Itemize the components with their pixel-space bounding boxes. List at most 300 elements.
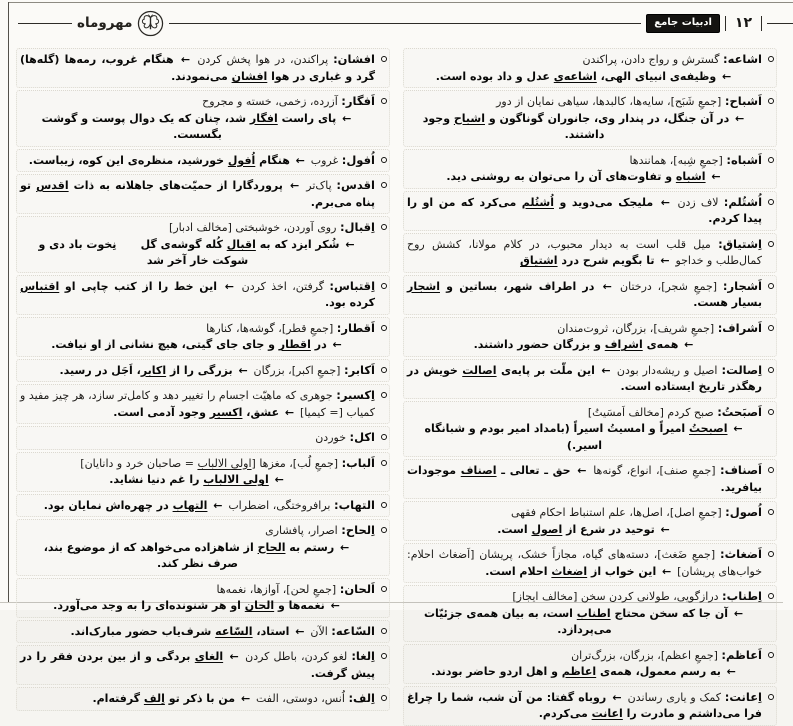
entry-body [512, 590, 762, 603]
glossary-entry [403, 459, 777, 499]
highlighted-word: افشان [231, 69, 268, 83]
glossary-entry [16, 90, 390, 147]
entry-bullet-icon [768, 509, 774, 515]
text-run: ، اَجَل در رسید. [59, 363, 141, 377]
entry-term: اَصبَحتُ: [717, 404, 762, 419]
entry-example [407, 337, 762, 354]
publisher-name: مهروماه [77, 15, 133, 31]
glossary-entry [16, 384, 390, 424]
glossary-entry [16, 275, 390, 315]
entry-definition [628, 691, 721, 704]
example-arrow-icon: ← [680, 338, 694, 351]
entry-bullet-icon [768, 98, 774, 104]
entry-body [92, 692, 375, 705]
glossary-entry [16, 48, 390, 88]
text-run: پروردگارا از حمیّت‌های جاهلانه به ذات [68, 179, 283, 192]
entry-body [407, 548, 762, 578]
text-run: صبح کردم [مخالف اَمسَیتُ] [587, 405, 714, 419]
text-run: می‌نمودند. [171, 69, 232, 83]
entry-body [20, 179, 375, 209]
entry-body [407, 464, 762, 494]
entry-bullet-icon [381, 182, 387, 188]
entry-bullet-icon [381, 653, 387, 659]
highlighted-word: اشتیاق [520, 254, 558, 267]
entry-body [217, 583, 375, 596]
entry-body [202, 95, 375, 108]
text-run: پراکندن، در هوا پخش کردن [197, 53, 329, 66]
text-run: وظیفه‌ی انبیای الهی، [596, 69, 717, 83]
glossary-entry [403, 191, 777, 231]
entry-body [582, 53, 762, 66]
text-run: در آن جنگل، در پندار وی، جانوران گوناگون و [485, 111, 730, 125]
entry-term: اَشباح: [724, 94, 762, 108]
text-run: می‌کرد که من او را پیدا کردم. [407, 195, 762, 225]
glossary-entry [403, 48, 777, 88]
entry-body [169, 221, 375, 234]
entry-definition [197, 53, 328, 66]
text-run: هنگام [255, 153, 290, 167]
example-arrow-icon: ← [175, 53, 196, 66]
highlighted-word: اشجار [407, 279, 440, 293]
glossary-entry [16, 452, 390, 492]
header-tick [761, 16, 762, 31]
text-run: اُنس، دوستی، الفت [256, 692, 345, 705]
highlighted-word: اصالت [462, 363, 497, 377]
entry-bullet-icon [381, 586, 387, 592]
glossary-entry [16, 174, 390, 214]
highlighted-word: اطناب [576, 606, 611, 620]
text-run: لغو کردن، باطل کردن [245, 650, 348, 663]
highlighted-word: اِلف [143, 692, 165, 705]
example-arrow-icon: ← [270, 473, 284, 486]
entry-term: اَصناف: [719, 463, 762, 477]
entry-body [571, 649, 762, 662]
page-frame-top-rule [8, 2, 793, 3]
entry-term: اَعاظم: [721, 647, 762, 662]
entry-body [265, 524, 375, 537]
text-run: توحید در شرع از [562, 522, 655, 536]
entry-body [80, 457, 375, 470]
entry-term: اَقطار: [336, 320, 375, 335]
entry-term: اَشراف: [717, 320, 762, 335]
entry-body [70, 625, 375, 638]
entry-body [496, 95, 762, 108]
text-run: است، به بیان همه‌ی جزئیّات می‌پردازد. [423, 606, 612, 636]
example-arrow-icon: ← [338, 111, 352, 125]
entry-term: اِقتباس: [329, 278, 376, 293]
entry-definition [202, 95, 338, 108]
entry-bullet-icon [381, 434, 387, 440]
entry-bullet-icon [768, 199, 774, 205]
entry-term: اشاعه: [723, 52, 762, 66]
text-run: شُکر ایزد که به [255, 237, 340, 251]
example-arrow-icon: ← [284, 179, 305, 192]
text-run: اصرار، پافشاری [265, 524, 338, 537]
entry-definition [242, 280, 324, 293]
glossary-entry [403, 401, 777, 458]
text-run: این خواب از [587, 564, 657, 578]
entry-bullet-icon [768, 409, 774, 415]
entry-term: اَلحان: [339, 581, 375, 596]
entry-example [20, 111, 375, 144]
highlighted-word: التهاب [172, 498, 208, 512]
header-rule-left [18, 23, 72, 24]
text-run: هنگام غروب، رمه‌ها (گله‌ها) گرد و غباری در هوا [20, 53, 375, 83]
entry-body [557, 322, 762, 335]
text-run: تا بگویم شرح درد [557, 254, 655, 267]
example-arrow-icon: ← [656, 522, 670, 536]
entry-bullet-icon [381, 98, 387, 104]
text-run: به رسم معمول، همه‌ی [596, 665, 721, 678]
entry-bullet-icon [381, 392, 387, 398]
highlighted-word: اکابر [140, 363, 167, 377]
text-run: الآن [310, 624, 328, 638]
entry-example [113, 406, 300, 419]
example-arrow-icon: ← [731, 111, 745, 125]
example-arrow-icon: ← [225, 650, 244, 663]
text-run: این ملّت بر پایه‌ی [496, 363, 595, 377]
glossary-entry [16, 519, 390, 576]
text-run: [جمعِ لحن]، آوازها، نغمه‌ها [216, 582, 337, 596]
text-run: عدل و داد بوده است. [435, 69, 554, 83]
example-arrow-icon: ← [341, 237, 355, 251]
text-run: من با ذکر تو [164, 692, 236, 705]
highlighted-word: اقتباس [20, 279, 60, 293]
entry-term: اِکسیر: [336, 388, 375, 402]
text-run: خویش در رهگذر تاریخ ایستاده است. [407, 363, 762, 393]
entry-definition [311, 154, 339, 167]
entry-example [20, 598, 375, 615]
text-run: خوردن [315, 431, 346, 444]
entry-bullet-icon [768, 367, 774, 373]
glossary-entry [16, 216, 390, 273]
entry-term: اکل: [349, 430, 375, 444]
entry-bullet-icon [768, 652, 774, 658]
entry-example [407, 111, 762, 144]
text-run: بسیار هست. [693, 296, 762, 309]
text-run: خورشید، منظره‌ی این کوه، زیباست. [28, 153, 228, 167]
glossary-entry [16, 149, 390, 173]
example-arrow-icon: ← [707, 170, 721, 183]
example-arrow-icon: ← [655, 195, 676, 209]
book-title-badge: ادبیات جامع [646, 14, 720, 33]
entry-term: اَضغاث: [719, 547, 762, 561]
entry-example [520, 254, 675, 267]
text-run: کُله گوشه‌ی گل نِخوت باد دی و شوکت خار آخر شد [38, 237, 249, 267]
highlighted-word: اعاظم [561, 665, 597, 678]
highlighted-word: الحاح [257, 540, 286, 554]
entry-term: اَلباب: [341, 455, 375, 470]
entry-bullet-icon [381, 502, 387, 508]
text-run: و جای جای گیتی، هیچ نشانی از او نیافت. [51, 338, 279, 351]
entry-term: اِصالت: [721, 362, 763, 377]
text-run: موجودات بیافرید. [407, 464, 762, 494]
example-arrow-icon: ← [219, 279, 240, 293]
text-run: است. [497, 522, 532, 536]
example-arrow-icon: ← [718, 69, 732, 83]
entry-body [407, 196, 762, 226]
entry-example [407, 169, 762, 186]
entry-bullet-icon [381, 527, 387, 533]
entry-bullet-icon [381, 283, 387, 289]
text-run: استاد، [252, 624, 290, 638]
highlighted-word: الحان [244, 599, 275, 612]
header-rule-right [767, 23, 793, 24]
header-tick [725, 16, 726, 31]
glossary-entry [16, 687, 390, 711]
text-run: [جمعِ شجر]، درختان [620, 279, 718, 293]
glossary-entry [403, 585, 777, 642]
entry-term: افشان: [333, 52, 375, 66]
page-number: ۱۲ [734, 15, 752, 31]
highlighted-word: اولی الالباب [203, 473, 269, 486]
highlighted-word: اشراف [604, 338, 643, 351]
text-run: نغمه‌ها و [274, 599, 325, 612]
entry-term: اِلغا: [351, 649, 375, 663]
entry-example [92, 692, 256, 705]
example-arrow-icon: ← [608, 690, 626, 704]
text-run: پای راست [277, 111, 337, 125]
entry-body [629, 154, 762, 167]
text-run: از شاهزاده می‌خواهد که از موضوع بند، صرف نظر کند. [43, 540, 258, 570]
entry-example [407, 69, 762, 86]
entry-body [407, 364, 762, 394]
entry-definition [228, 499, 330, 512]
entry-definition [245, 650, 347, 663]
entry-example [20, 237, 375, 270]
entry-term: اقدس: [336, 178, 375, 192]
entry-bullet-icon [768, 593, 774, 599]
entry-definition [80, 457, 338, 470]
text-run: = صاحبان خرد و دانایان] [80, 456, 198, 470]
publisher-butterfly-icon [137, 10, 164, 37]
entry-example [407, 664, 762, 681]
highlighted-word: اشاعه‌ی [553, 69, 597, 83]
entry-bullet-icon [381, 157, 387, 163]
example-arrow-icon: ← [234, 363, 252, 377]
entry-definition [217, 583, 337, 596]
entry-definition [265, 524, 338, 537]
example-arrow-icon: ← [328, 338, 342, 351]
example-arrow-icon: ← [336, 540, 350, 554]
text-run: در اطراف شهر، بساتین و [439, 279, 595, 293]
example-arrow-icon: ← [729, 422, 743, 435]
entry-definition [582, 53, 719, 66]
entry-body [20, 389, 375, 419]
entry-body [407, 238, 762, 268]
entry-body [206, 322, 375, 335]
glossary-entry [403, 275, 777, 315]
text-run: احلام است. [485, 564, 552, 578]
entry-term: اَفگار: [341, 94, 375, 108]
entry-example [485, 565, 677, 578]
entry-definition [306, 179, 331, 192]
entry-definition [511, 506, 722, 519]
entry-definition [617, 364, 718, 377]
entry-bullet-icon [768, 241, 774, 247]
entry-definition [677, 196, 718, 209]
example-arrow-icon: ← [291, 624, 309, 638]
entry-term: التهاب: [333, 497, 375, 512]
text-run: غروب [310, 153, 339, 167]
text-run: رستم به [285, 540, 335, 554]
glossary-entry [403, 543, 777, 583]
entry-example [20, 540, 375, 573]
text-run: امیراً و امسیتُ اسیراً (بامداد امیر بودم و شبانگاه اسیر.) [424, 422, 690, 452]
text-run: بزرگی را از [166, 363, 233, 377]
entry-definition [593, 464, 715, 477]
highlighted-word: اُشتُلم [521, 195, 554, 209]
text-run: روی آوردن، خوشبختی [مخالف ادبار] [169, 221, 337, 234]
text-run: وجود داشتند. [422, 111, 605, 141]
entry-body [511, 506, 762, 519]
text-run: روباه گفتا: من آن شب، شما را چراغ فرا می‌داشتم و مادرت را [407, 690, 762, 720]
text-run: و بزرگان حضور داشتند. [473, 338, 605, 351]
entry-definition [310, 625, 327, 638]
entry-definition [496, 95, 721, 108]
entry-bullet-icon [381, 224, 387, 230]
entry-term: اَشجار: [722, 278, 762, 293]
entry-definition [206, 322, 333, 335]
entry-body [407, 691, 762, 721]
entry-definition [169, 221, 336, 234]
highlighted-word: اعانت [591, 707, 623, 720]
entry-term: اِقبال: [339, 220, 375, 234]
entry-term: السّاعه: [331, 623, 375, 638]
highlighted-word: اشباح [453, 111, 485, 125]
entry-definition [315, 431, 346, 444]
entry-bullet-icon [768, 467, 774, 473]
text-run: آزرده، زخمی، خسته و مجروح [202, 95, 338, 108]
text-run: [جمعِ شریف]، بزرگان، ثروت‌مندان [557, 321, 715, 335]
highlighted-word: اولی الالباب [197, 456, 252, 470]
page-frame-side-rule [8, 2, 9, 603]
glossary-entry [403, 686, 777, 726]
entry-example [407, 606, 762, 639]
entry-bullet-icon [381, 56, 387, 62]
text-run: اصیل و ریشه‌دار بودن [616, 363, 718, 377]
text-run: گسترش و رواج دادن، پراکندن [582, 53, 720, 66]
highlighted-word: اقبال [226, 237, 256, 251]
highlighted-word: اقدس [36, 179, 69, 192]
entry-body [20, 53, 375, 83]
text-run: شد، چنان که یک دوال پوست و گوشت بگسست. [41, 111, 250, 141]
glossary-entry [16, 494, 390, 518]
glossary-column-right [403, 48, 777, 720]
entry-body [59, 364, 375, 377]
entry-bullet-icon [768, 283, 774, 289]
entry-term: اِلف: [348, 691, 375, 705]
entry-term: اِطناب: [722, 589, 762, 603]
glossary-entry [403, 317, 777, 357]
entry-example [407, 522, 762, 539]
text-run: حق ـ تعالی ـ [496, 464, 571, 477]
glossary-entry [16, 578, 390, 618]
glossary-entry [403, 501, 777, 541]
entry-example [20, 337, 375, 354]
example-arrow-icon: ← [596, 363, 615, 377]
highlighted-word: اُفول [227, 153, 256, 167]
text-run: میل قلب است به دیدار محبوب، در کلام مولانا، کشش روح کمال‌طلب و خداجو [407, 237, 762, 267]
entry-body [29, 154, 375, 167]
entry-bullet-icon [768, 325, 774, 331]
example-arrow-icon: ← [237, 692, 254, 705]
text-run: آن جا که سخن محتاج [610, 606, 728, 620]
entry-term: اُشتُلم: [723, 194, 763, 209]
text-run: [جمعِ قطر]، گوشه‌ها، کنارها [206, 321, 334, 335]
example-arrow-icon: ← [326, 599, 340, 612]
entry-bullet-icon [768, 56, 774, 62]
highlighted-word: اقطار [278, 338, 311, 351]
highlighted-word: اضغاث [551, 564, 588, 578]
entry-body [588, 406, 762, 419]
text-run: بردگی و از بین بردن فقر را در پیش گرفت. [20, 650, 375, 680]
glossary-entry [403, 149, 777, 189]
highlighted-word: اصبحتُ [689, 422, 728, 435]
text-run: و اهل اردو حاضر بودند. [431, 665, 562, 678]
text-run: عشق، [242, 405, 280, 419]
text-run: [جمعِ ضَغث]، دسته‌های گیاه، مجازاً خشک، پریشان [اَضغاث احلام: خواب‌های پریشان] [407, 548, 762, 578]
highlighted-word: السّاعه [215, 624, 253, 638]
entry-bullet-icon [381, 325, 387, 331]
text-run: کمک و یاری رساندن [627, 690, 721, 704]
text-run: را غم دنیا نشاید. [109, 473, 204, 486]
example-arrow-icon: ← [656, 254, 674, 267]
entry-example [44, 499, 229, 512]
text-run: ملیجک می‌دوید و [554, 195, 654, 209]
example-arrow-icon: ← [729, 606, 744, 620]
entry-definition [629, 154, 722, 167]
entry-body [407, 280, 762, 310]
entry-definition [256, 692, 345, 705]
glossary-column-left [16, 48, 390, 705]
text-run: و تفاوت‌های آن را می‌توان به روشنی دید. [446, 170, 676, 183]
text-run: [جمعِ لُب]، مغزها [ [251, 456, 339, 470]
text-run: جوهری که ماهیّت اجسام را تغییر دهد و کامل‌تر سازد، هر چیز مفید و کمیاب [= کیمیا] [20, 389, 375, 419]
text-run: [جمعِ اصل]، اصل‌ها، علم استنباط احکام فقهی [510, 506, 722, 519]
glossary-entry [403, 233, 777, 273]
entry-bullet-icon [381, 628, 387, 634]
text-run: لاف زدن [677, 195, 719, 209]
example-arrow-icon: ← [572, 464, 592, 477]
entry-bullet-icon [768, 694, 774, 700]
text-run: می‌کردم. [538, 707, 592, 720]
entry-bullet-icon [381, 695, 387, 701]
entry-definition [620, 280, 717, 293]
entry-term: اِشتیاق: [718, 236, 762, 251]
glossary-entry [16, 620, 390, 644]
entry-term: اُفول: [341, 152, 375, 167]
entry-bullet-icon [381, 460, 387, 466]
example-arrow-icon: ← [281, 405, 298, 419]
text-run: او هر شنونده‌ای را به وجد می‌آورد. [53, 599, 245, 612]
highlighted-word: اشباه [675, 170, 706, 183]
text-run: در چهره‌اش نمایان بود. [43, 498, 173, 512]
page-header [14, 8, 793, 38]
glossary-entry [16, 317, 390, 357]
entry-definition [557, 322, 714, 335]
entry-bullet-icon [768, 157, 774, 163]
header-rule-center [169, 23, 641, 24]
highlighted-word: اصول [531, 522, 563, 536]
entry-term: اُصول: [725, 505, 762, 519]
text-run: شرف‌یاب حضور مبارک‌اند. [70, 624, 216, 638]
example-arrow-icon: ← [291, 153, 309, 167]
example-arrow-icon: ← [596, 279, 619, 293]
text-run: گرفته‌ام. [92, 692, 144, 705]
glossary-entry [403, 90, 777, 147]
entry-definition [512, 590, 718, 603]
